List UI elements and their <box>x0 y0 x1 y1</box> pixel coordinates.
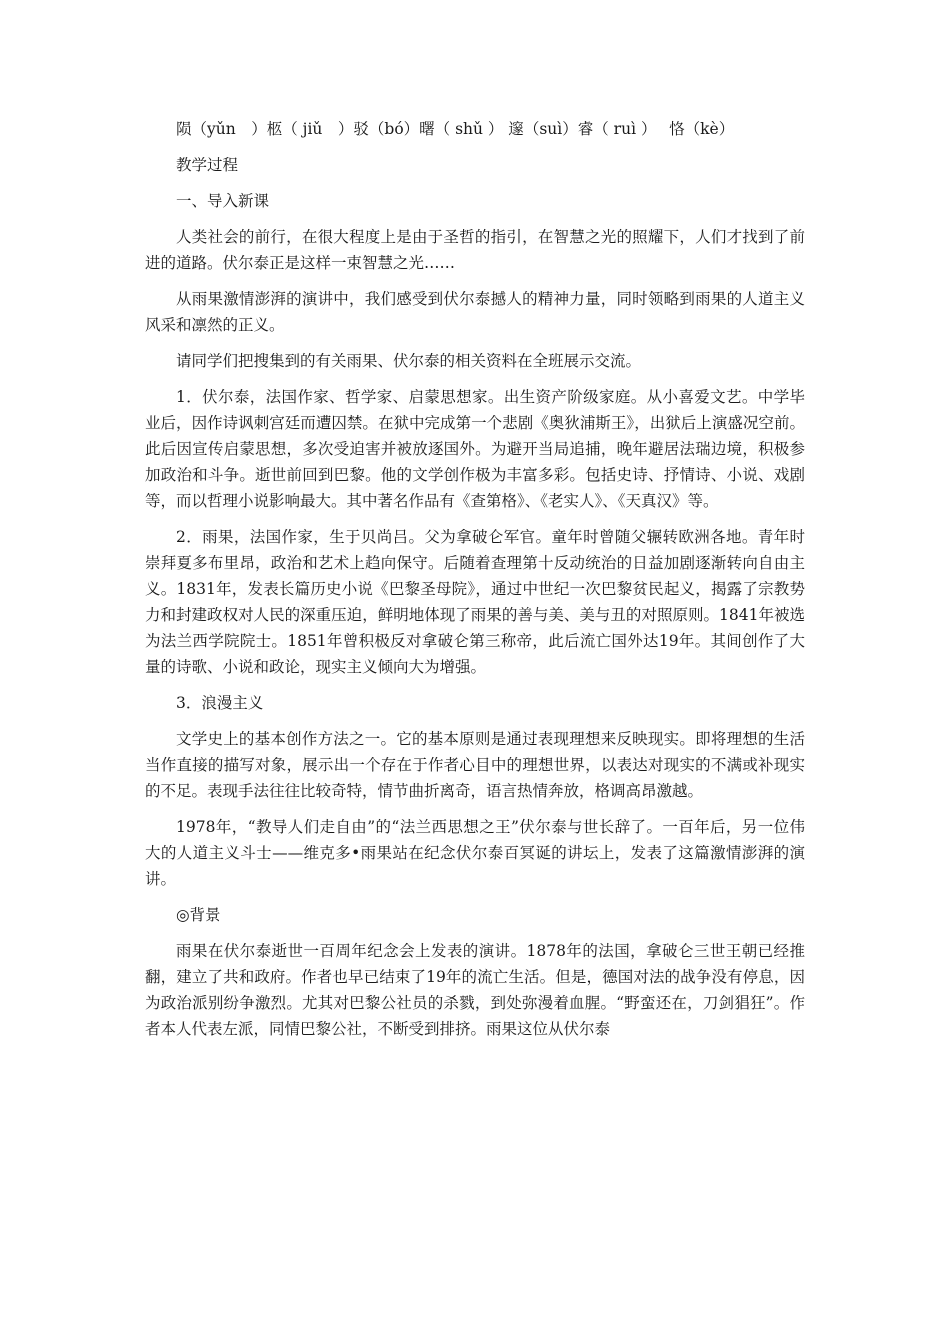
background-heading <box>145 902 805 928</box>
section-heading-introduction: 一、导入新课 <box>176 192 270 210</box>
romanticism-heading: 3．浪漫主义 <box>176 694 264 712</box>
romanticism-paragraph: 文学史上的基本创作方法之一。它的基本原则是通过表现理想来反映现实。即将理想的生活当作直接的描写对象，展示出一个存在于作者心目中的理想世界，以表达对现实的不满或补现实的不足。表现手法往往比较奇特，情节曲折离奇，语言热情奔放，格调高昂激越。 <box>145 730 805 800</box>
background-heading-label: 背景 <box>189 906 221 924</box>
intro-paragraph-3: 请同学们把搜集到的有关雨果、伏尔泰的相关资料在全班展示交流。 <box>176 352 642 370</box>
double-circle-icon: ◎ <box>176 906 190 924</box>
teaching-process-heading: 教学过程 <box>176 156 239 174</box>
hugo-bio-paragraph: 2．雨果，法国作家，生于贝尚吕。父为拿破仑军官。童年时曾随父辗转欧洲各地。青年时崇拜夏多布里昂，政治和艺术上趋向保守。后随着查理第十反动统治的日益加剧逐渐转向自由主义。1831年，发表长篇历史小说《巴黎圣母院》，通过中世纪一次巴黎贫民起义，揭露了宗教势力和封建政权对人民的深重压迫，鲜明地体现了雨果的善与美、美与丑的对照原则。1841年被选为法兰西学院院士。1851年曾积极反对拿破仑第三称帝，此后流亡国外达19年。其间创作了大量的诗歌、小说和政论，现实主义倾向大为增强。 <box>145 528 805 676</box>
intro-paragraph-2: 从雨果激情澎湃的演讲中，我们感受到伏尔泰撼人的精神力量，同时领略到雨果的人道主义风采和凛然的正义。 <box>145 290 805 334</box>
document-page <box>145 116 805 1042</box>
context-1978-paragraph: 1978年，“教导人们走自由”的“法兰西思想之王”伏尔泰与世长辞了。一百年后，另一位伟大的人道主义斗士——维克多•雨果站在纪念伏尔泰百冥诞的讲坛上，发表了这篇激情澎湃的演讲。 <box>145 818 805 888</box>
voltaire-bio-paragraph: 1．伏尔泰，法国作家、哲学家、启蒙思想家。出生资产阶级家庭。从小喜爱文艺。中学毕业后，因作诗讽刺宫廷而遭囚禁。在狱中完成第一个悲剧《奥狄浦斯王》，出狱后上演盛况空前。此后因宣传启蒙思想，多次受迫害并被放逐国外。为避开当局追捕，晚年避居法瑞边境，积极参加政治和斗争。逝世前回到巴黎。他的文学创作极为丰富多彩。包括史诗、抒情诗、小说、戏剧等，而以哲理小说影响最大。其中著名作品有《查第格》、《老实人》、《天真汉》等。 <box>145 388 805 510</box>
intro-paragraph-1: 人类社会的前行，在很大程度上是由于圣哲的指引，在智慧之光的照耀下，人们才找到了前进的道路。伏尔泰正是这样一束智慧之光…… <box>145 228 805 272</box>
pinyin-annotation-line: 陨（yǔn ）柩（ jiǔ ）驳（bó）曙（ shǔ ） 邃（suì）睿（ ruì ） 恪（kè） <box>176 120 735 138</box>
background-paragraph: 雨果在伏尔泰逝世一百周年纪念会上发表的演讲。1878年的法国，拿破仑三世王朝已经推翻，建立了共和政府。作者也早已结束了19年的流亡生活。但是，德国对法的战争没有停息，因为政治派别纷争激烈。尤其对巴黎公社员的杀戮，到处弥漫着血腥。“野蛮还在，刀剑猖狂”。作者本人代表左派，同情巴黎公社，不断受到排挤。雨果这位从伏尔泰 <box>145 942 805 1038</box>
